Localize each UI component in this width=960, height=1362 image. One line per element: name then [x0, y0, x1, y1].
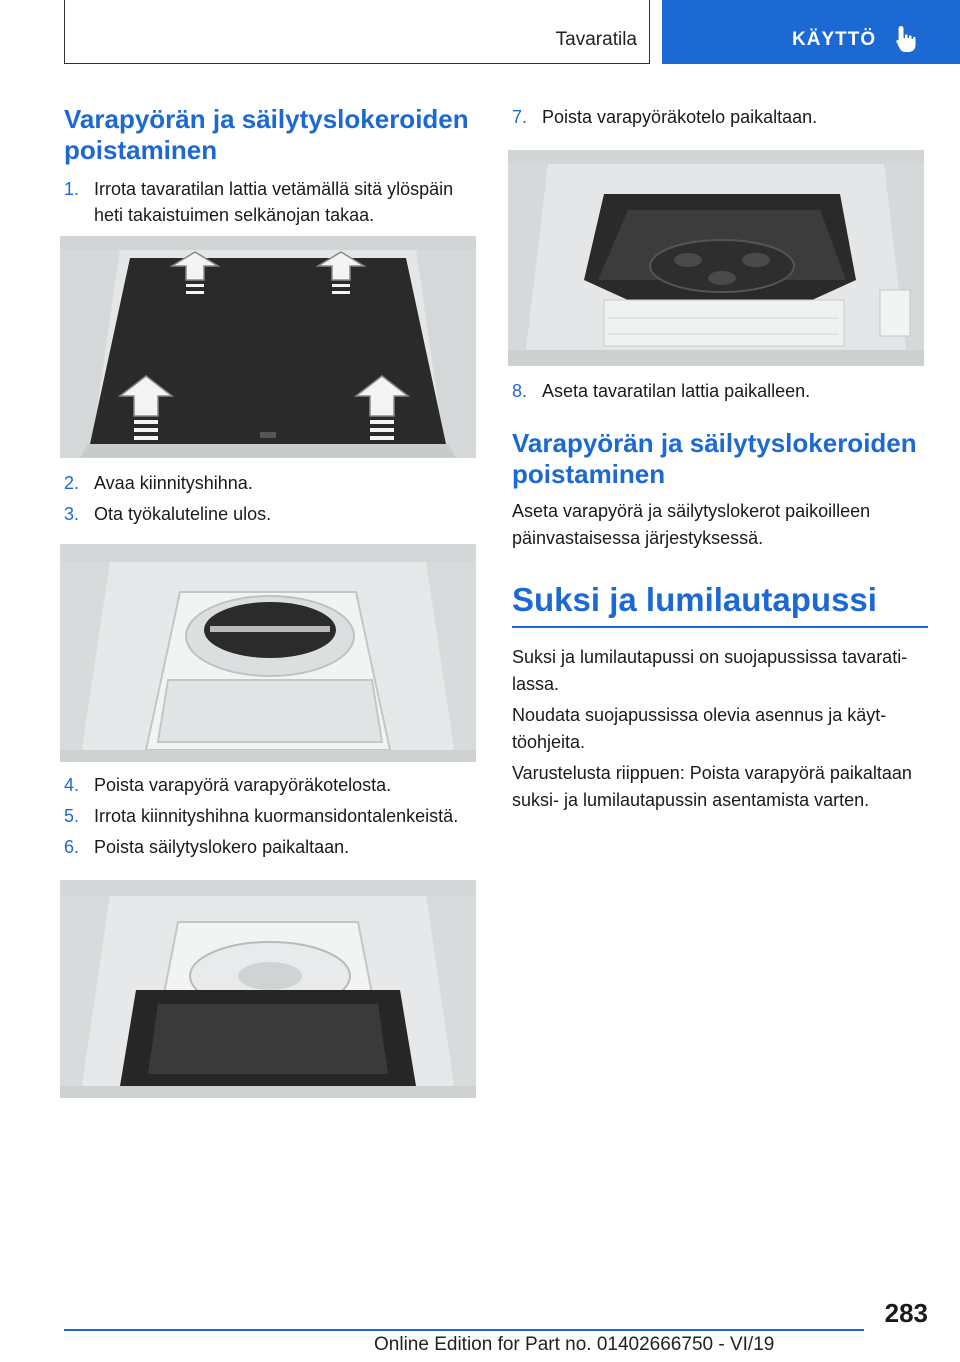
step-number: 6.	[64, 837, 80, 857]
paragraph: Noudata suojapussissa olevia asennus ja käyttöohjeita.	[512, 704, 887, 752]
step-text: Irrota tavaratilan lattia vetämällä sitä ylöspäin heti takaistuimen selkänojan takaa.	[94, 179, 454, 225]
steps-list	[64, 176, 476, 228]
list-item	[64, 834, 476, 860]
step-number: 1.	[64, 179, 80, 199]
steps-list	[64, 470, 476, 527]
ski-bag-section	[512, 580, 928, 814]
right-column	[512, 104, 932, 130]
step-number: 5.	[64, 806, 80, 826]
step-number: 2.	[64, 473, 80, 493]
section-heading: Varapyörän ja säilytyslokeroiden poistaminen	[512, 428, 917, 489]
step-text: Poista varapyöräkotelo paikaltaan.	[542, 107, 818, 127]
steps-list	[512, 378, 932, 404]
heading-rule	[512, 626, 928, 628]
page-number: 283	[884, 1298, 928, 1328]
paragraph: Varustelusta riippuen: Poista varapyörä paikaltaan suksi- ja lumilautapussin asentamista varten.	[512, 762, 912, 810]
section-heading: Varapyörän ja säilytyslokeroiden poistaminen	[64, 104, 469, 165]
list-item	[64, 772, 476, 798]
chapter-tab[interactable]	[662, 0, 960, 64]
paragraph: Aseta varapyörä ja säilytyslokerot paikoilleen päinvastaisessa järjestyksessä.	[512, 501, 871, 548]
step-number: 3.	[64, 504, 80, 524]
list-item	[64, 501, 476, 527]
figure-storage-compartment	[60, 880, 476, 1098]
figure-trunk-floor	[60, 236, 476, 458]
chapter-tab-label: KÄYTTÖ	[792, 29, 877, 50]
step-text: Poista varapyörä varapyöräkotelosta.	[94, 775, 392, 795]
list-item	[64, 470, 476, 496]
left-column	[64, 104, 476, 228]
header-section-box	[64, 0, 650, 64]
figure-spare-wheel-housing	[508, 150, 924, 366]
footer-rule	[64, 1329, 864, 1331]
refit-section	[512, 428, 932, 552]
section-title: Tavaratila	[555, 29, 637, 50]
list-item	[512, 104, 932, 130]
step-number: 8.	[512, 381, 528, 401]
step-text: Poista säilytyslokero paikaltaan.	[94, 837, 350, 857]
list-item	[64, 176, 476, 228]
pointing-hand-icon	[894, 24, 922, 54]
step-number: 4.	[64, 775, 80, 795]
list-item	[512, 378, 932, 404]
footer-edition: Online Edition for Part no. 01402666750 - VI/19	[374, 1334, 775, 1355]
steps-list	[64, 772, 476, 860]
step-text: Ota työkaluteline ulos.	[94, 504, 272, 524]
figure-spare-wheel-well	[60, 544, 476, 762]
list-item	[64, 803, 476, 829]
step-text: Irrota kiinnityshihna kuormansidontalenkeistä.	[94, 806, 459, 826]
paragraph: Suksi ja lumilautapussi on suojapussissa tavaratilassa.	[512, 646, 908, 694]
step-number: 7.	[512, 107, 528, 127]
step-text: Avaa kiinnityshihna.	[94, 473, 253, 493]
main-heading: Suksi ja lumilautapussi	[512, 581, 877, 618]
step-text: Aseta tavaratilan lattia paikalleen.	[542, 381, 811, 401]
